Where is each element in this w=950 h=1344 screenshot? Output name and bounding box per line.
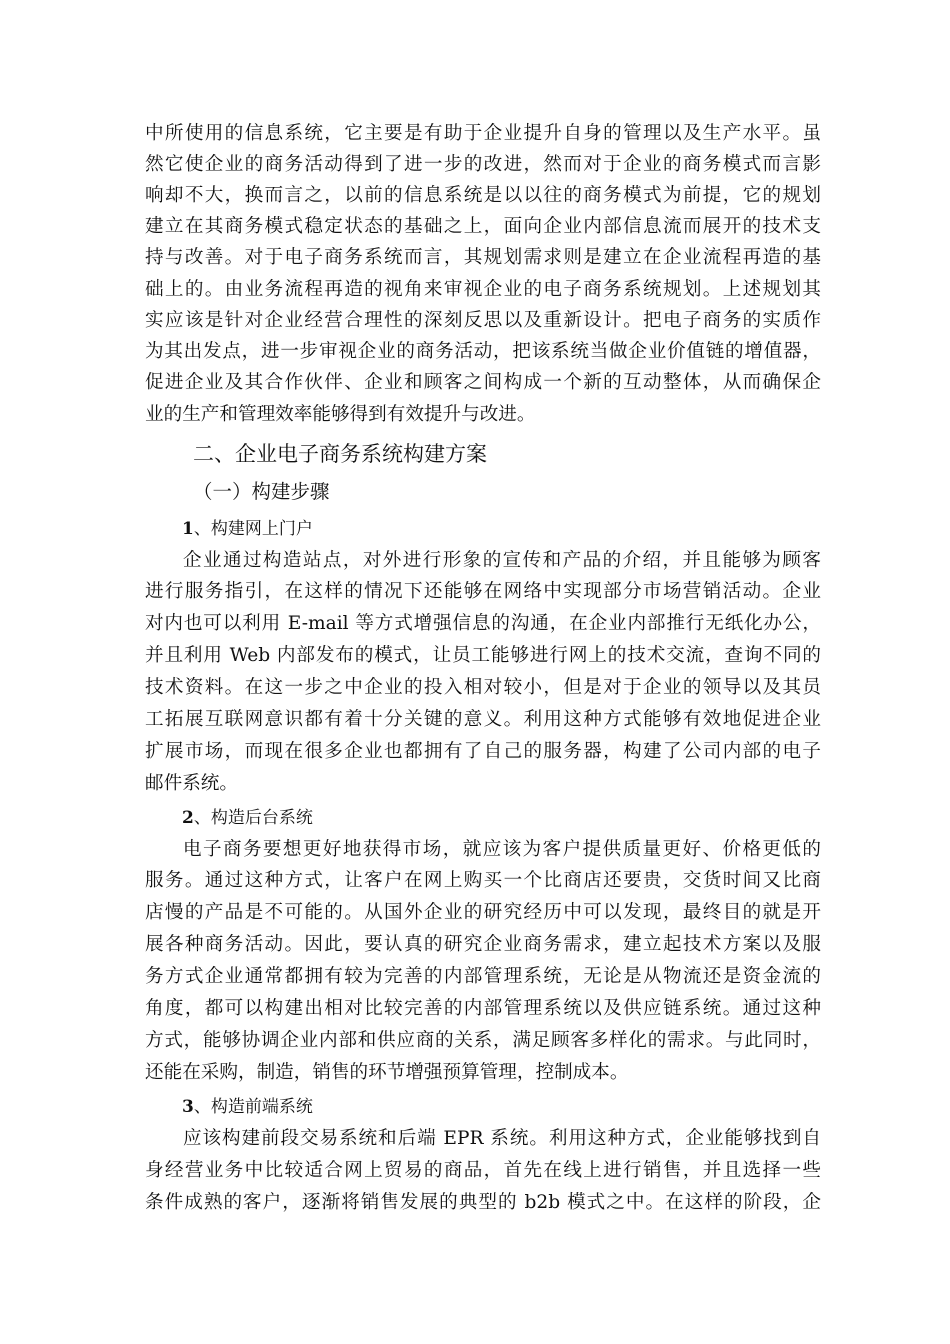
text-line: 为其出发点，进一步审视企业的商务活动，把该系统当做企业价值链的增值器， (145, 341, 821, 362)
text-line: 实应该是针对企业经营合理性的深刻反思以及重新设计。把电子商务的实质作 (145, 310, 821, 331)
text-line: 技术资料。在这一步之中企业的投入相对较小，但是对于企业的领导以及其员 (145, 677, 821, 698)
text-line: 进行服务指引，在这样的情况下还能够在网络中实现部分市场营销活动。企业 (145, 581, 821, 602)
text-line: 邮件系统。 (145, 773, 238, 794)
item-number: 1 (182, 519, 194, 539)
item-heading-1 (182, 515, 313, 543)
item-heading-3 (182, 1093, 313, 1121)
text-line: 建立在其商务模式稳定状态的基础之上，面向企业内部信息流而展开的技术支 (145, 216, 821, 237)
text-line: 响却不大，换而言之，以前的信息系统是以以往的商务模式为前提，它的规划 (145, 185, 821, 206)
text-line: 促进企业及其合作伙伴、企业和顾客之间构成一个新的互动整体，从而确保企 (145, 372, 821, 393)
text-line: 扩展市场，而现在很多企业也都拥有了自己的服务器，构建了公司内部的电子 (145, 741, 821, 762)
section-heading: 二、企业电子商务系统构建方案 (193, 442, 487, 466)
text-line: 对内也可以利用 E-mail 等方式增强信息的沟通，在企业内部推行无纸化办公， (145, 613, 821, 634)
text-line: 电子商务要想更好地获得市场，就应该为客户提供质量更好、价格更低的 (183, 839, 821, 860)
text-line: 工拓展互联网意识都有着十分关键的意义。利用这种方式能够有效地促进企业 (145, 709, 821, 730)
item-title: 、构造后台系统 (193, 808, 313, 828)
item-title: 、构建网上门户 (193, 519, 313, 539)
text-line: 店慢的产品是不可能的。从国外企业的研究经历中可以发现，最终目的就是开 (145, 902, 821, 923)
text-line: 然它使企业的商务活动得到了进一步的改进，然而对于企业的商务模式而言影 (145, 154, 821, 175)
text-line: 条件成熟的客户，逐渐将销售发展的典型的 b2b 模式之中。在这样的阶段，企 (145, 1192, 821, 1213)
item-heading-2 (182, 804, 313, 832)
text-line: 持与改善。对于电子商务系统而言，其规划需求则是建立在企业流程再造的基 (145, 247, 821, 268)
text-line: 还能在采购，制造，销售的环节增强预算管理，控制成本。 (145, 1062, 629, 1083)
text-line: 展各种商务活动。因此，要认真的研究企业商务需求，建立起技术方案以及服 (145, 934, 821, 955)
text-line: 服务。通过这种方式，让客户在网上购买一个比商店还要贵，交货时间又比商 (145, 870, 821, 891)
item-title: 、构造前端系统 (193, 1097, 313, 1117)
text-line: 中所使用的信息系统，它主要是有助于企业提升自身的管理以及生产水平。虽 (145, 123, 821, 144)
text-line: 身经营业务中比较适合网上贸易的商品，首先在线上进行销售，并且选择一些 (145, 1160, 821, 1181)
text-line: 务方式企业通常都拥有较为完善的内部管理系统，无论是从物流还是资金流的 (145, 966, 821, 987)
text-line: 并且利用 Web 内部发布的模式，让员工能够进行网上的技术交流，查询不同的 (145, 645, 821, 666)
item-number: 3 (182, 1097, 194, 1117)
subsection-heading: （一）构建步骤 (193, 480, 330, 503)
text-line: 应该构建前段交易系统和后端 EPR 系统。利用这种方式，企业能够找到自 (183, 1128, 821, 1149)
text-line: 企业通过构造站点，对外进行形象的宣传和产品的介绍，并且能够为顾客 (183, 550, 821, 571)
text-line: 角度，都可以构建出相对比较完善的内部管理系统以及供应链系统。通过这种 (145, 998, 821, 1019)
text-line: 业的生产和管理效率能够得到有效提升与改进。 (145, 404, 536, 425)
text-line: 方式，能够协调企业内部和供应商的关系，满足顾客多样化的需求。与此同时， (145, 1030, 821, 1051)
text-line: 础上的。由业务流程再造的视角来审视企业的电子商务系统规划。上述规划其 (145, 279, 821, 300)
item-number: 2 (182, 808, 194, 828)
